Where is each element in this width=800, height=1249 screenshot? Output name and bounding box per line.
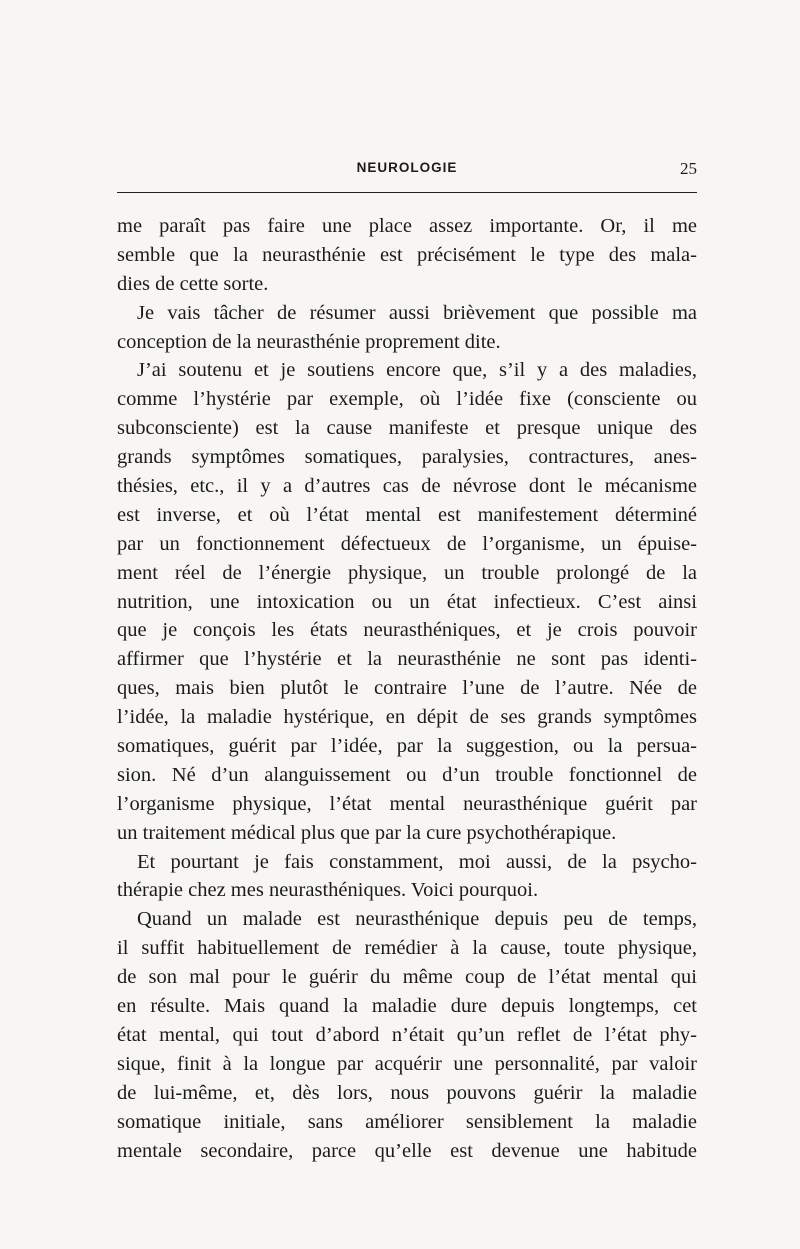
text-line: de lui-même, et, dès lors, nous pouvons guérir la maladie xyxy=(117,1081,697,1104)
page-number: 25 xyxy=(680,159,697,178)
text-line: il suffit habituellement de remédier à la cause, toute physique, xyxy=(117,937,697,960)
text-line: subconsciente) est la cause manifeste et presque unique des xyxy=(117,417,697,440)
text-line: par un fonctionnement défectueux de l’organisme, un épuise- xyxy=(117,532,697,555)
text-line: comme l’hystérie par exemple, où l’idée fixe (consciente ou xyxy=(117,388,697,411)
text-line: dies de cette sorte. xyxy=(117,272,269,295)
text-line: somatiques, guérit par l’idée, par la suggestion, ou la persua- xyxy=(117,735,697,758)
text-line: Je vais tâcher de résumer aussi brièvement que possible ma xyxy=(137,301,697,324)
running-title: NEUROLOGIE xyxy=(356,160,458,175)
text-line: un traitement médical plus que par la cure psychothérapique. xyxy=(117,821,617,844)
text-line: J’ai soutenu et je soutiens encore que, s’il y a des maladies, xyxy=(137,359,697,382)
text-line: en résulte. Mais quand la maladie dure depuis longtemps, cet xyxy=(117,995,697,1018)
text-line: que je conçois les états neurasthéniques, et je crois pouvoir xyxy=(117,619,697,642)
text-line: nutrition, une intoxication ou un état infectieux. C’est ainsi xyxy=(117,590,697,613)
text-line: Quand un malade est neurasthénique depuis peu de temps, xyxy=(137,908,697,931)
text-line: de son mal pour le guérir du même coup de l’état mental qui xyxy=(117,966,697,989)
text-line: mentale secondaire, parce qu’elle est devenue une habitude xyxy=(117,1139,697,1162)
text-line: état mental, qui tout d’abord n’était qu’un reflet de l’état phy- xyxy=(117,1023,697,1046)
text-line: affirmer que l’hystérie et la neurasthénie ne sont pas identi- xyxy=(117,648,697,671)
text-line: thérapie chez mes neurasthéniques. Voici pourquoi. xyxy=(117,879,539,902)
text-line: Et pourtant je fais constamment, moi aussi, de la psycho- xyxy=(137,850,697,873)
text-line: somatique initiale, sans améliorer sensiblement la maladie xyxy=(117,1110,697,1133)
text-line: l’organisme physique, l’état mental neurasthénique guérit par xyxy=(117,792,697,815)
text-line: me paraît pas faire une place assez importante. Or, il me xyxy=(117,215,697,237)
text-line: sique, finit à la longue par acquérir une personnalité, par valoir xyxy=(117,1052,697,1075)
text-line: conception de la neurasthénie proprement dite. xyxy=(117,330,501,353)
body-text xyxy=(117,212,697,1165)
running-head xyxy=(117,160,697,184)
text-line: semble que la neurasthénie est précisément le type des mala- xyxy=(117,243,697,266)
text-line: ment réel de l’énergie physique, un trouble prolongé de la xyxy=(117,561,697,584)
text-line: ques, mais bien plutôt le contraire l’une de l’autre. Née de xyxy=(117,677,697,700)
text-line: est inverse, et où l’état mental est manifestement déterminé xyxy=(117,503,697,526)
text-line: grands symptômes somatiques, paralysies, contractures, anes- xyxy=(117,446,697,469)
text-line: l’idée, la maladie hystérique, en dépit de ses grands symptômes xyxy=(117,706,697,729)
header-rule xyxy=(117,192,697,193)
text-line: thésies, etc., il y a d’autres cas de névrose dont le mécanisme xyxy=(117,475,697,498)
text-line: sion. Né d’un alanguissement ou d’un trouble fonctionnel de xyxy=(117,763,697,786)
